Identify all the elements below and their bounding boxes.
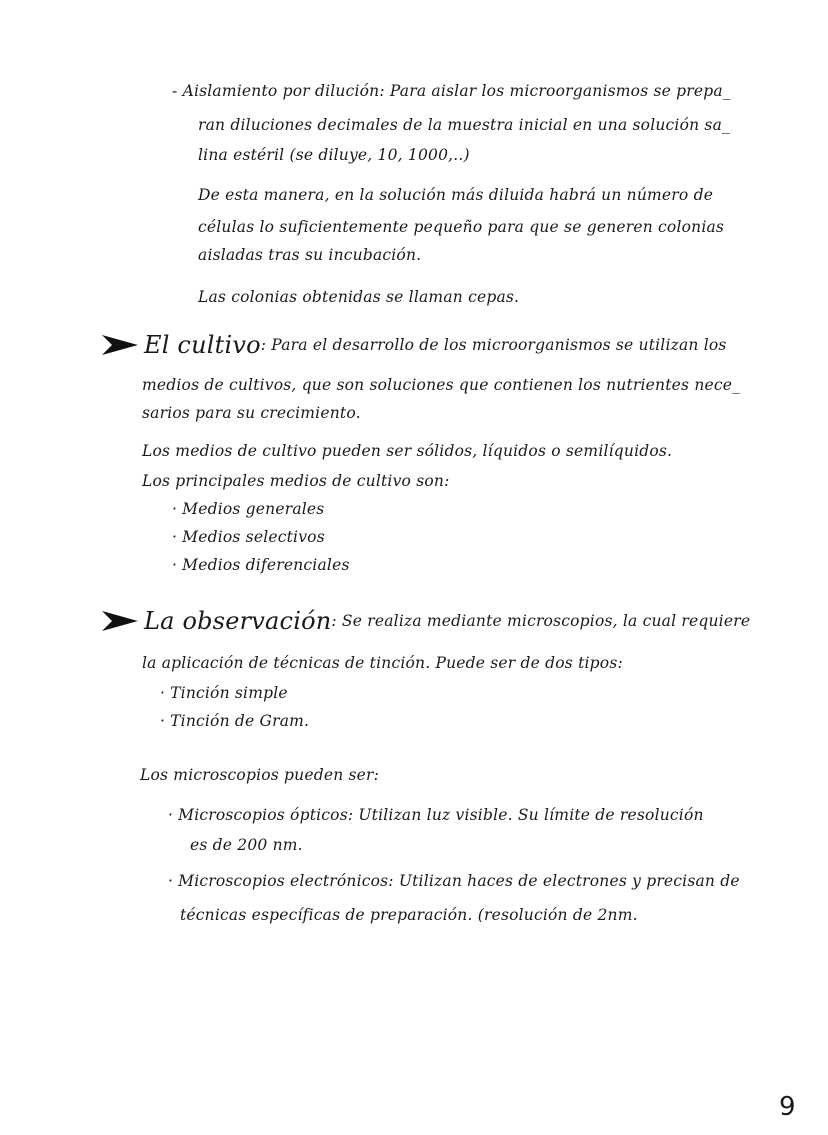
paragraph-colonias: Las colonias obtenidas se llaman cepas. xyxy=(198,288,520,306)
observacion-line-1: la aplicación de técnicas de tinción. Puede ser de dos tipos: xyxy=(142,654,623,672)
bullet-icon: · xyxy=(168,806,174,824)
list-item-label: Microscopios electrónicos: Utilizan haces de electrones y precisan de xyxy=(178,872,740,890)
arrowhead-icon xyxy=(100,333,140,357)
list-item-label: Medios generales xyxy=(182,500,325,518)
list-item-label: Medios selectivos xyxy=(182,528,325,546)
section-heading-text: : Para el desarrollo de los microorganismos se utilizan los xyxy=(260,336,727,354)
arrowhead-icon xyxy=(100,609,140,633)
cultivo-line-2: sarios para su crecimiento. xyxy=(142,404,361,422)
list-item-label: Tinción simple xyxy=(170,684,288,702)
list-item xyxy=(160,706,309,736)
list-item-continuation: es de 200 nm. xyxy=(190,836,303,854)
list-item-label: Medios diferenciales xyxy=(182,556,350,574)
aislamiento-line-3: lina estéril (se diluye, 10, 1000,..) xyxy=(198,146,470,164)
bullet-icon: · xyxy=(160,712,166,730)
bullet-icon: · xyxy=(160,684,166,702)
paragraph-line-2: células lo suficientemente pequeño para que se generen colonias xyxy=(198,218,725,236)
bullet-icon: · xyxy=(172,528,178,546)
aislamiento-line-2: ran diluciones decimales de la muestra inicial en una solución sa_ xyxy=(198,116,730,134)
paragraph-line-1: De esta manera, en la solución más diluida habrá un número de xyxy=(198,186,714,204)
microscopios-intro: Los microscopios pueden ser: xyxy=(140,766,380,784)
bullet-icon: · xyxy=(168,872,174,890)
cultivo-line-3: Los medios de cultivo pueden ser sólidos, líquidos o semilíquidos. xyxy=(142,442,673,460)
cultivo-line-4: Los principales medios de cultivo son: xyxy=(142,472,450,490)
section-heading-cultivo xyxy=(100,330,727,360)
cultivo-line-1: medios de cultivos, que son soluciones que contienen los nutrientes nece_ xyxy=(142,376,741,394)
list-item xyxy=(168,866,740,896)
page-number: 9 xyxy=(779,1092,796,1122)
list-item-label: Microscopios ópticos: Utilizan luz visible. Su límite de resolución xyxy=(178,806,704,824)
aislamiento-line-1: - Aislamiento por dilución: Para aislar los microorganismos se prepa_ xyxy=(172,82,731,100)
list-item xyxy=(172,494,324,524)
section-title: El cultivo xyxy=(144,331,261,359)
list-item-label: Tinción de Gram. xyxy=(170,712,310,730)
section-title: La observación xyxy=(144,607,332,635)
paragraph-line-3: aisladas tras su incubación. xyxy=(198,246,422,264)
list-item xyxy=(160,678,288,708)
list-item xyxy=(168,800,704,830)
section-heading-observacion xyxy=(100,606,750,636)
section-heading-text: : Se realiza mediante microscopios, la cual requiere xyxy=(331,612,751,630)
bullet-icon: · xyxy=(172,556,178,574)
list-item xyxy=(172,550,350,580)
list-item xyxy=(172,522,325,552)
bullet-icon: · xyxy=(172,500,178,518)
list-item-continuation: técnicas específicas de preparación. (resolución de 2nm. xyxy=(180,906,638,924)
